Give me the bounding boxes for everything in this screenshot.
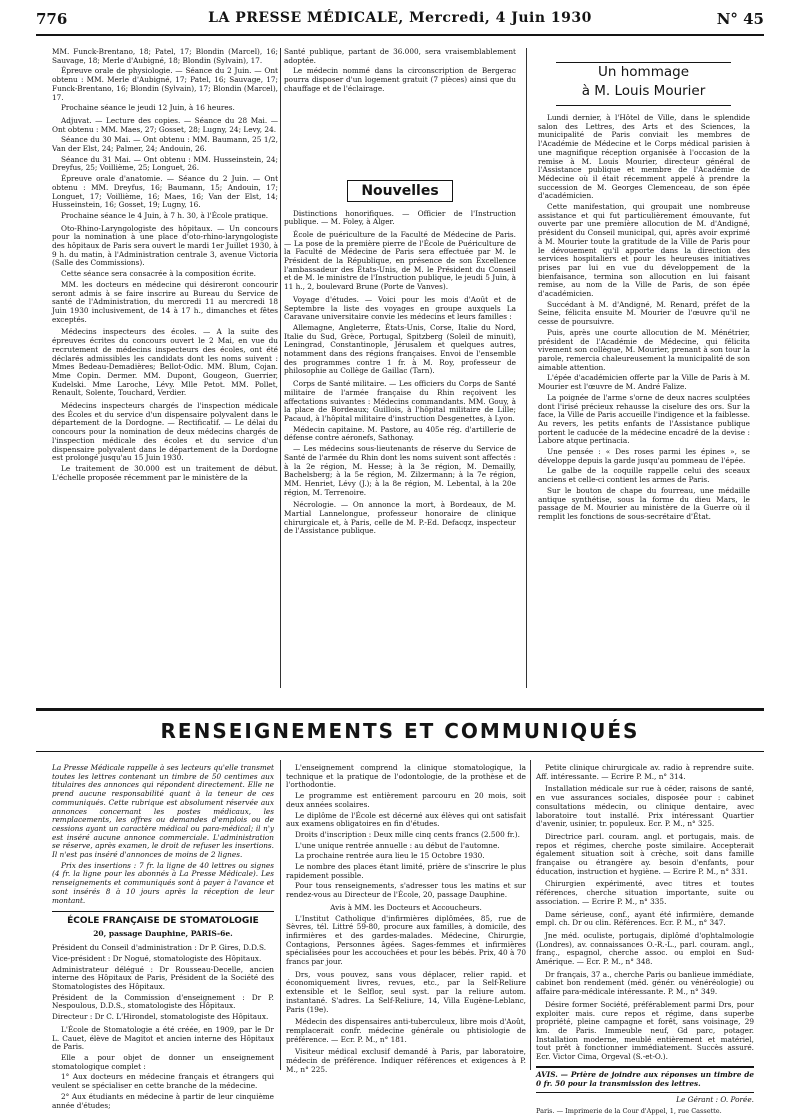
paragraph: Le galbe de la coquille rappelle celui des sceaux anciens et celle-ci contient les armes de Paris. <box>538 466 750 485</box>
paragraph: Droits d'inscription : Deux mille cinq cents francs (2.500 fr.). <box>295 829 520 839</box>
paragraph: Le Gérant : O. Porée. <box>536 1092 754 1105</box>
paragraph: Directeur : Dr C. L'Hirondel, stomatologiste des Hôpitaux. <box>52 1012 269 1022</box>
paragraph: Le programme est entièrement parcouru en 20 mois, soit deux années scolaires. <box>286 791 526 809</box>
paragraph: Dr français, 37 a., cherche Paris ou banlieue immédiate, cabinet bon rendement (méd. génér. ou vénéréologie) ou affaire para-médicale intéressante. P. M., n° 349. <box>536 969 754 997</box>
ecole-title: ÉCOLE FRANÇAISE DE STOMATOLOGIE <box>52 911 274 927</box>
paragraph: — Les médecins sous-lieutenants de réserve du Service de Santé de l'armée du Rhin dont les noms suivent sont affectés : à la 2e région, M. Hesse; à la 3e région, M. Demailly, Bachelsberg; à la 5e région, M. Zilzermann; à la 7e région, MM. Henriet, Lévy (J.); à la 8e région, M. Lebental, à la 20e région, M. Terrenoire. <box>284 444 516 497</box>
paragraph: Avis à MM. les Docteurs et Accoucheurs. <box>330 902 482 912</box>
column-divider <box>526 48 527 688</box>
paragraph: MM. les docteurs en médecine qui désireront concourir seront admis à se faire inscrire au Bureau du Service de santé de l'Administration, du mercredi 11 au mercredi 18 Juin 1930 inclusivement, de 14 à 17 h., dimanches et fêtes exceptés. <box>52 279 278 324</box>
paragraph: La Presse Médicale rappelle à ses lecteurs qu'elle transmet toutes les lettres contenant un timbre de 50 centimes aux titulaires des annonces qui répondent directement. Elle ne prend aucune responsabilité quant à la teneur de ces communiqués. Cette rubrique est absolument réservée aux annonces concernant les postes médicaux, les remplacements, les offres ou demandes d'emplois ou de cessions ayant un caractère médical ou para-médical; il n'y est inséré aucune annonce commerciale. L'administration se réserve, après examen, le droit de refuser les insertions. Il n'est pas inséré d'annonces de moins de 2 lignes. <box>52 763 274 860</box>
column-concours <box>52 48 278 688</box>
running-head <box>36 8 764 36</box>
paragraph: Chirurgien expérimenté, avec titres et toutes références, cherche situation importante, suite ou association. — Ecrire P. M., n° 335. <box>536 879 754 906</box>
paragraph: Santé publique, partant de 36.000, sera vraisemblablement adoptée. <box>284 47 516 65</box>
column-divider <box>530 760 531 1070</box>
paragraph: Médecins inspecteurs des écoles. — A la suite des épreuves écrites du concours ouvert le 2 Mai, en vue du recrutement de médecins inspecteurs des écoles, ont été déclarés admissibles les candidats dont les noms suivent : Mmes Bedeau-Demadières; Bellot-Odic. MM. Blum, Cojan. Mme Copin. Dermer. MM. Dupont, Gougeon, Guerrier, Kudelski. Mme Laroche, Lévy. Mlle Petot. MM. Pollet, Renault, Solente, Touchard, Verdier. <box>52 327 278 398</box>
journal-title: LA PRESSE MÉDICALE, Mercredi, 4 Juin 1930 <box>208 10 592 26</box>
nouvelles-heading: Nouvelles <box>347 180 453 202</box>
column-hommage <box>538 114 750 724</box>
paragraph: Petite clinique chirurgicale av. radio à reprendre suite. Aff. intéressante. — Ecrire P. M., n° 314. <box>536 763 754 781</box>
paragraph: Nécrologie. — On annonce la mort, à Bordeaux, de M. Martial Lannelongue, professeur honoraire de clinique chirurgicale et, à Paris, celle de M. P.-Ed. Defacqz, inspecteur de l'Assistance publique. <box>284 500 516 536</box>
paragraph: Épreuve orale de physiologie. — Séance du 2 Juin. — Ont obtenu : MM. Merle d'Aubigné, 17; Patel, 16; Sauvage, 17; Funck-Brentano, 16; Blondin (Sylvain), 17; Blondin (Marcel), 17. <box>52 66 278 102</box>
paragraph: Président de la Commission d'enseignement : Dr P. Nespoulous, D.D.S., stomatologiste des Hôpitaux. <box>52 992 274 1011</box>
paragraph: La poignée de l'arme s'orne de deux nacres sculptées dont l'irisé précieux rehausse la ciselure des ors. Sur la face, la Ville de Paris accueille l'indigence et la faiblesse. Au revers, les petits enfants de l'Assistance publique portent le caducée de la médecine encadré de la devise : Labore atque pertinacia. <box>538 392 750 446</box>
paragraph: Corps de Santé militaire. — Les officiers du Corps de Santé militaire de l'armée française du Rhin reçoivent les affectations suivantes : Médecins commandants. MM. Gouy, à la place de Bordeaux; Guillois, à l'hôpital militaire de Lille; Pacaud, à l'hôpital militaire d'instruction Desgenettes, à Lyon. <box>284 379 516 423</box>
paragraph: Médecin des dispensaires anti-tuberculeux, libre mois d'Août, remplacerait confr. médecine générale ou phtisiologie de préférence. — Ecr. P. M., n° 181. <box>286 1017 526 1044</box>
paragraph: Installation médicale sur rue à céder, raisons de santé, en vue assurances sociales, disposée pour : cabinet consultations médecin, ou clinique dentaire, avec laboratoire tout installé. Prix intéressant Quartier d'avenir, usinier, tr. populeux. Ecr. P. M., n° 325. <box>536 784 754 829</box>
paragraph: MM. Funck-Brentano, 18; Patel, 17; Blondin (Marcel), 16; Sauvage, 18; Merle d'Aubigné, 18; Blondin (Sylvain), 17. <box>52 47 278 65</box>
paragraph: L'Institut Catholique d'infirmières diplômées, 85, rue de Sèvres, tél. Littré 59-80, procure aux familles, à domicile, des infirmières et des gardes-malades. Médecine, Chirurgie, Contagions, Personnes âgées. Sages-femmes et infirmières spécialisées pour les accouchées et pour les bébés. Prix, 40 à 70 francs par jour. <box>286 913 526 967</box>
paragraph: École de puériculture de la Faculté de Médecine de Paris. — La pose de la première pierre de l'École de Puériculture de la Faculté de Médecine de Paris sera effectuée par M. le Président de la République, en présence de son Excellence l'ambassadeur des États-Unis, de M. le Président du Conseil et de M. le ministre de l'Instruction publique, le jeudi 5 Juin, à 11 h., 2, boulevard Brune (Porte de Vanves). <box>284 229 516 292</box>
paragraph: L'École de Stomatologie a été créée, en 1909, par le Dr L. Cauet, élève de Magitot et ancien interne des Hôpitaux de Paris. <box>52 1024 274 1052</box>
paragraph: Oto-Rhino-Laryngologiste des hôpitaux. — Un concours pour la nomination à une place d'oto-rhino-laryngologiste des hôpitaux de Paris sera ouvert le mardi 1er Juillet 1930, à 9 h. du matin, à l'Administration centrale 3, avenue Victoria (Salle des Commissions). <box>52 223 278 268</box>
paragraph: Voyage d'études. — Voici pour les mois d'Août et de Septembre la liste des voyages en groupe auxquels La Caravane universitaire convie les médecins et leurs familles : <box>284 294 516 322</box>
paragraph: Adjuvat. — Lecture des copies. — Séance du 28 Mai. — Ont obtenu : MM. Maes, 27; Gosset, 28; Lugny, 24; Levy, 24. <box>52 115 278 134</box>
paragraph: Vice-président : Dr Nogué, stomatologiste des Hôpitaux. <box>52 953 262 963</box>
paragraph: 2° Aux étudiants en médecine à partir de leur cinquième année d'études; <box>52 1091 274 1110</box>
paragraph: Sur le bouton de chape du fourreau, une médaille antique synthétise, sous la forme du dieu Mars, le passage de M. Mourier au ministère de la Guerre où il remplit les fonctions de sous-secrétaire d'État. <box>538 485 750 521</box>
paragraph: Le médecin nommé dans la circonscription de Bergerac pourra disposer d'un logement gratuit (7 pièces) ainsi que du chauffage et de l'éclairage. <box>284 66 516 93</box>
paragraph: Prochaine séance le jeudi 12 Juin, à 16 heures. <box>61 103 235 113</box>
paragraph: Épreuve orale d'anatomie. — Séance du 2 Juin. — Ont obtenu : MM. Dreyfus, 16; Baumann, 15; Andouin, 17; Longuet, 17; Voillième, 16; Maes, 16; Van der Elst, 14; Husseinstein, 16; Gosset, 19; Lugny, 16. <box>52 174 278 210</box>
column-divider <box>280 760 281 1070</box>
paragraph: Président du Conseil d'administration : Dr P. Gires, D.D.S. <box>52 943 267 953</box>
paragraph: Le diplôme de l'École est décerné aux élèves qui ont satisfait aux examens obligatoires en fin d'études. <box>286 810 526 829</box>
paragraph: Administrateur délégué : Dr Rousseau-Decelle, ancien interne des Hôpitaux de Paris, Président de la Société des Stomatologistes des Hôpitaux. <box>52 964 274 992</box>
paragraph: Cette manifestation, qui groupait une nombreuse assistance et qui fut particulièrement émouvante, fut ouverte par une première allocution de M. d'Andigné, président du Conseil municipal, qui, après avoir exprimé à M. Mourier toute la gratitude de la Ville de Paris pour le dévouement qu'il apporte dans la direction des services hospitaliers et pour les heureuses initiatives prises par lui en vue du développement de la bienfaisance, termina son allocution en lui faisant remise, au nom de la Ville de Paris, de son épée d'académicien. <box>538 202 750 299</box>
paragraph: Elle a pour objet de donner un enseignement stomatologique complet : <box>52 1052 274 1071</box>
page-number: 776 <box>36 10 68 28</box>
paragraph: Jne méd. oculiste, portugais, diplômé d'ophtalmologie (Londres), av. connaissances O.-R.-L., parl. couram. angl., franç., espagnol, cherche assoc. ou emploi en Sud-Amérique. — Ecr. P. M., n° 348. <box>536 930 754 967</box>
paragraph: Puis, après une courte allocution de M. Ménétrier, président de l'Académie de Médecine, qui félicita vivement son collègue, M. Mourier, prenant à son tour la parole, remercia chaleureusement la municipalité de son aimable attention. <box>538 327 750 372</box>
paragraph: Médecin capitaine. M. Pastore, au 405e rég. d'artillerie de défense contre aéronefs, Sathonay. <box>284 424 516 443</box>
paragraph: L'épée d'académicien offerte par la Ville de Paris à M. Mourier est l'œuvre de M. André Falize. <box>538 373 750 392</box>
paragraph: Prix des insertions : 7 fr. la ligne de 40 lettres ou signes (4 fr. la ligne pour les abonnés à La Presse Médicale). Les renseignements et communiqués sont à payer à l'avance et sont insérés 8 à 10 jours après la réception de leur montant. <box>52 860 274 905</box>
paragraph: Prochaine séance le 4 Juin, à 7 h. 30, à l'École pratique. <box>61 210 269 220</box>
paragraph: Succédant à M. d'Andigné, M. Renard, préfet de la Seine, félicita ensuite M. Mourier de l'œuvre qu'il ne cesse de poursuivre. <box>538 299 750 327</box>
paragraph: Séance du 30 Mai. — Ont obtenu : MM. Baumann, 25 1/2, Van der Elst, 24; Palmer, 24; Andouin, 26. <box>52 135 278 154</box>
hommage-title-line-2: à M. Louis Mourier <box>581 83 706 99</box>
paragraph: Le nombre des places étant limité, prière de s'inscrire le plus rapidement possible. <box>286 862 526 880</box>
paragraph: L'une unique rentrée annuelle : au début de l'automne. <box>295 840 500 850</box>
paragraph: Lundi dernier, à l'Hôtel de Ville, dans le splendide salon des Lettres, des Arts et des Sciences, la municipalité de Paris conviait les membres de l'Académie de Médecine et le Corps médical parisien à une magnifique réception organisée à l'occasion de la remise à M. Louis Mourier, directeur général de l'Assistance publique et membre de l'Académie de Médecine où il était récemment appelé à prendre la succession de M. Georges Clemenceau, de son épée d'académicien. <box>538 113 750 201</box>
paragraph: Le traitement de 30.000 est un traitement de début. L'échelle proposée récemment par le ministère de la <box>52 463 278 482</box>
paragraph: AVIS. — Prière de joindre aux réponses un timbre de 0 fr. 50 pour la transmission des lettres. <box>536 1066 754 1088</box>
paragraph: Une pensée : « Des roses parmi les épines », se développe depuis la garde jusqu'au pommeau de l'épée. <box>538 447 750 465</box>
ecole-address: 20, passage Dauphine, PARIS-6e. <box>93 929 233 939</box>
paragraph: Paris. — Imprimerie de la Cour d'Appel, 1, rue Cassette. <box>536 1106 722 1115</box>
paragraph: Dame sérieuse, conf., ayant été infirmière, demande empl. ch. Dr ou clin. Références. Ecr. P. M., n° 347. <box>536 909 754 928</box>
column-nouvelles <box>284 48 516 688</box>
section-title: RENSEIGNEMENTS ET COMMUNIQUÉS <box>36 708 764 752</box>
paragraph: L'enseignement comprend la clinique stomatologique, la technique et la pratique de l'odontologie, de la prothèse et de l'orthodontie. <box>286 763 526 790</box>
paragraph: Distinctions honorifiques. — Officier de l'Instruction publique. — M. Foley, à Alger. <box>284 208 516 227</box>
paragraph: Drs, vous pouvez, sans vous déplacer, relier rapid. et économiquement livres, revues, etc., par la Self-Reliure extensible et le Selflor, seul syst. par la reliure autom. instantané. S'adres. La Self-Reliure, 14, Villa Eugène-Leblanc, Paris (19e). <box>286 969 526 1014</box>
hommage-heading <box>556 62 731 106</box>
hommage-title-line-1: Un hommage <box>598 64 689 80</box>
paragraph: Désire former Société, préférablement parmi Drs, pour exploiter mais. cure repos et régime, dans superbe propriété, pleine campagne et forêt, sans voisinage, 29 km. de Paris. Immeuble neuf, Gd parc, potager. Installation moderne, meublé entièrement et matériel, tout prêt à fonctionner immédiatement. Succès assuré. Ecr. Victor Cima, Orgeval (S.-et-O.). <box>536 999 754 1062</box>
column-annonces-3 <box>536 763 754 1115</box>
paragraph: Directrice parl. couram. angl. et portugais, mais. de repos et régimes, cherche poste similaire. Accepterait également situation soit à crèche, soit dans famille française ou étrangère ay. besoin d'enfants, pour éducation, instruction et hygiène. — Ecrire P. M., n° 331. <box>536 831 754 876</box>
column-annonces-2 <box>286 764 526 1074</box>
column-divider <box>280 48 281 688</box>
paragraph: Cette séance sera consacrée à la composition écrite. <box>61 269 256 279</box>
issue-number: N° 45 <box>716 10 764 28</box>
paragraph: Pour tous renseignements, s'adresser tous les matins et sur rendez-vous au Directeur de l'École, 20, passage Dauphine. <box>286 881 526 900</box>
paragraph: Médecins inspecteurs chargés de l'inspection médicale des Écoles et du service d'un dispensaire polyvalent dans le département de la Dordogne. — Rectificatif. — Le délai du concours pour la nomination de deux médecins chargés de l'inspection médicale des écoles et du service d'un dispensaire polyvalent dans le département de la Dordogne est prolongé jusqu'au 15 Juin 1930. <box>52 401 278 463</box>
paragraph: Séance du 31 Mai. — Ont obtenu : MM. Husseinstein, 24; Dreyfus, 25; Voillième, 25; Longuet, 26. <box>52 154 278 173</box>
paragraph: La prochaine rentrée aura lieu le 15 Octobre 1930. <box>295 851 485 861</box>
paragraph: Visiteur médical exclusif demandé à Paris, par laboratoire, médecin de préférence. Indiquer références et exigences à P. M., n° 225. <box>286 1047 526 1074</box>
paragraph: Allemagne, Angleterre, États-Unis, Corse, Italie du Nord, Italie du Sud, Grèce, Portugal, Spitzberg (Soleil de minuit), Leningrad, Constantinople, Jérusalem et quelques autres, notamment dans des régions françaises. Envoi de l'ensemble des programmes contre 1 fr. à M. Roy, professeur de philosophie au Collège de Gaillac (Tarn). <box>284 322 516 376</box>
paragraph: 1° Aux docteurs en médecine français et étrangers qui veulent se spécialiser en cette branche de la médecine. <box>52 1072 274 1091</box>
column-annonces-1 <box>52 763 274 1110</box>
